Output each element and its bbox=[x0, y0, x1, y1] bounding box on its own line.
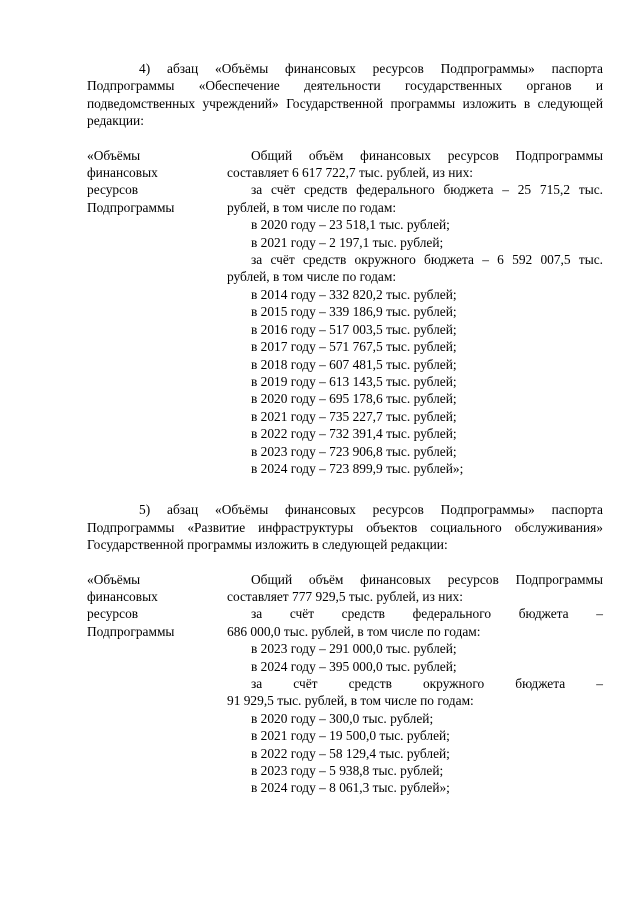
year-line: в 2014 году – 332 820,2 тыс. рублей; bbox=[251, 286, 457, 302]
word: бюджета bbox=[515, 676, 566, 691]
federal-line-continued: 686 000,0 тыс. рублей, в том числе по годам: bbox=[227, 623, 481, 639]
year-line: в 2020 году – 300,0 тыс. рублей; bbox=[251, 710, 434, 726]
year-line: в 2021 году – 2 197,1 тыс. рублей; bbox=[251, 234, 444, 250]
year-line: в 2024 году – 8 061,3 тыс. рублей»; bbox=[251, 780, 450, 796]
year-line: в 2021 году – 19 500,0 тыс. рублей; bbox=[251, 728, 450, 744]
year-line: в 2023 году – 291 000,0 тыс. рублей; bbox=[251, 641, 457, 657]
year-line: в 2019 году – 613 143,5 тыс. рублей; bbox=[251, 373, 457, 389]
year-line: в 2017 году – 571 767,5 тыс. рублей; bbox=[251, 339, 457, 355]
federal-line bbox=[227, 605, 603, 622]
section-4-content bbox=[227, 147, 603, 478]
district-line bbox=[227, 675, 603, 692]
district-paragraph: за счёт средств окружного бюджета – 6 592 007,5 тыс. рублей, в том числе по годам: bbox=[227, 252, 603, 285]
section-4-label bbox=[87, 147, 227, 478]
label-line: ресурсов bbox=[87, 182, 139, 198]
label-line: финансовых bbox=[87, 588, 158, 604]
word: окружного bbox=[422, 676, 485, 691]
year-line: в 2024 году – 395 000,0 тыс. рублей; bbox=[251, 658, 457, 674]
word: за bbox=[251, 676, 263, 691]
section-5-intro: 5) абзац «Объёмы финансовых ресурсов Подпрограммы» паспорта Подпрограммы «Развитие инфраструктуры объектов социального обслуживания» Государственной программы изложить в следующей редакции: bbox=[87, 502, 603, 553]
section-5-content bbox=[227, 571, 603, 797]
section-4-intro: 4) абзац «Объёмы финансовых ресурсов Подпрограммы» паспорта Подпрограммы «Обеспечение деятельности государственных органов и подведомственных учреждений» Государственной программы изложить в следующей редакции: bbox=[87, 61, 603, 129]
year-line: в 2018 году – 607 481,5 тыс. рублей; bbox=[251, 356, 457, 372]
year-line: в 2023 году – 5 938,8 тыс. рублей; bbox=[251, 763, 444, 779]
year-line: в 2024 году – 723 899,9 тыс. рублей»; bbox=[251, 460, 464, 476]
year-line: в 2020 году – 23 518,1 тыс. рублей; bbox=[251, 217, 450, 233]
word: счёт bbox=[289, 606, 315, 622]
year-line: в 2020 году – 695 178,6 тыс. рублей; bbox=[251, 391, 457, 407]
document-page bbox=[87, 60, 603, 797]
section-5-label bbox=[87, 571, 227, 797]
year-line: в 2015 году – 339 186,9 тыс. рублей; bbox=[251, 304, 457, 320]
total-paragraph: Общий объём финансовых ресурсов Подпрограммы составляет 6 617 722,7 тыс. рублей, из них: bbox=[227, 147, 603, 181]
word: счёт bbox=[293, 676, 318, 691]
year-line: в 2021 году – 735 227,7 тыс. рублей; bbox=[251, 408, 457, 424]
district-line-continued: 91 929,5 тыс. рублей, в том числе по годам: bbox=[227, 693, 474, 709]
word: средств bbox=[341, 606, 386, 622]
word: средств bbox=[348, 676, 392, 691]
word: федерального bbox=[412, 606, 492, 622]
word: – bbox=[596, 606, 603, 622]
word: – bbox=[596, 676, 603, 691]
federal-paragraph: за счёт средств федерального бюджета – 25 715,2 тыс. рублей, в том числе по годам: bbox=[227, 182, 603, 215]
label-line: Подпрограммы bbox=[87, 199, 175, 215]
label-line: «Объёмы bbox=[87, 147, 141, 163]
label-line: ресурсов bbox=[87, 606, 139, 622]
label-line: финансовых bbox=[87, 165, 158, 181]
section-4-table bbox=[87, 147, 603, 478]
total-paragraph: Общий объём финансовых ресурсов Подпрограммы составляет 777 929,5 тыс. рублей, из них: bbox=[227, 571, 603, 604]
year-line: в 2016 году – 517 003,5 тыс. рублей; bbox=[251, 321, 457, 337]
word: за bbox=[251, 606, 263, 622]
year-line: в 2022 году – 732 391,4 тыс. рублей; bbox=[251, 426, 457, 442]
section-5-table bbox=[87, 571, 603, 797]
label-line: «Объёмы bbox=[87, 571, 141, 587]
year-line: в 2023 году – 723 906,8 тыс. рублей; bbox=[251, 443, 457, 459]
year-line: в 2022 году – 58 129,4 тыс. рублей; bbox=[251, 745, 450, 761]
label-line: Подпрограммы bbox=[87, 623, 175, 639]
word: бюджета bbox=[518, 606, 569, 622]
